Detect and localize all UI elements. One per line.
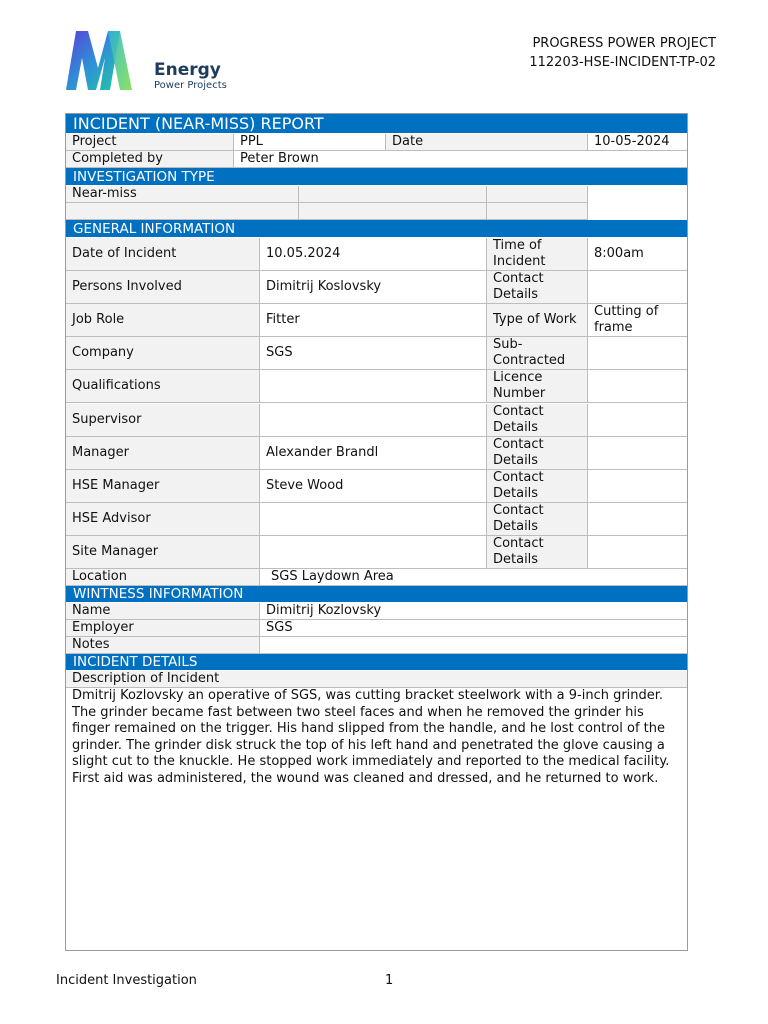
- general-row-value: Steve Wood: [260, 470, 487, 503]
- investigation-cell: [588, 203, 687, 220]
- general-row-label2: Contact Details: [487, 470, 588, 503]
- general-row-label: Persons Involved: [66, 271, 260, 304]
- witness-name-row: [66, 603, 687, 620]
- general-row-value2: [588, 337, 687, 370]
- general-info-row: [66, 370, 687, 403]
- general-row-label2: Time of Incident: [487, 238, 588, 271]
- general-row-value2: [588, 437, 687, 470]
- general-row-value2: [588, 503, 687, 536]
- general-row-label2: Contact Details: [487, 404, 588, 437]
- investigation-type-value: Near-miss: [66, 186, 299, 203]
- general-row-value: Alexander Brandl: [260, 437, 487, 470]
- witness-name-label: Name: [66, 603, 260, 620]
- location-value: SGS Laydown Area: [260, 569, 687, 586]
- general-row-value2: [588, 404, 687, 437]
- investigation-heading: INVESTIGATION TYPE: [66, 168, 687, 186]
- general-row-label2: Contact Details: [487, 437, 588, 470]
- investigation-row: [66, 203, 687, 220]
- page-number: 1: [385, 973, 394, 988]
- general-row-label: HSE Manager: [66, 470, 260, 503]
- general-row-value: SGS: [260, 337, 487, 370]
- logo-mark-icon: [60, 28, 144, 92]
- completed-label: Completed by: [66, 151, 234, 168]
- investigation-cell: [588, 186, 687, 203]
- general-row-value2: [588, 536, 687, 569]
- general-row-label: Date of Incident: [66, 238, 260, 271]
- general-row-label: Supervisor: [66, 404, 260, 437]
- report-title: INCIDENT (NEAR-MISS) REPORT: [66, 114, 687, 134]
- project-value: PPL: [234, 134, 386, 151]
- general-row-value: [260, 503, 487, 536]
- witness-employer-value: SGS: [260, 620, 687, 637]
- investigation-row: [66, 186, 687, 203]
- investigation-cell: [299, 186, 487, 203]
- report-form: [65, 113, 688, 951]
- investigation-cell: [66, 203, 299, 220]
- witness-notes-row: [66, 637, 687, 654]
- general-heading: GENERAL INFORMATION: [66, 220, 687, 238]
- document-header: [529, 34, 716, 72]
- investigation-cell: [487, 186, 588, 203]
- general-row-value: [260, 536, 487, 569]
- incident-description: Dmitrij Kozlovsky an operative of SGS, was cutting bracket steelwork with a 9-inch grinder. The grinder became fast between two steel faces and when he removed the grinder his finger remained on the trigger. His hand slipped from the handle, and he lost control of the grinder. The grinder disk struck the top of his left hand and penetrated the glove causing a slight cut to the knuckle. He stopped work immediately and reported to the medical facility. First aid was administered, the wound was cleaned and dressed, and he returned to work.: [72, 688, 670, 786]
- general-row-value: [260, 404, 487, 437]
- project-label: Project: [66, 134, 234, 151]
- witness-name-value: Dimitrij Kozlovsky: [260, 603, 687, 620]
- general-row-value2: Cutting of frame: [588, 304, 687, 337]
- location-label: Location: [66, 569, 260, 586]
- general-row-label2: Type of Work: [487, 304, 588, 337]
- general-row-label: Company: [66, 337, 260, 370]
- general-row-value: [260, 370, 487, 403]
- logo-wordmark: Energy: [154, 60, 221, 80]
- witness-notes-value: [260, 637, 687, 654]
- description-label: Description of Incident: [66, 671, 687, 688]
- general-row-label: Qualifications: [66, 370, 260, 403]
- general-row-label: Site Manager: [66, 536, 260, 569]
- date-label: Date: [386, 134, 588, 151]
- general-row-value2: 8:00am: [588, 238, 687, 271]
- document-code: 112203-HSE-INCIDENT-TP-02: [529, 55, 716, 70]
- general-row-label2: Sub-Contracted: [487, 337, 588, 370]
- investigation-cell: [299, 203, 487, 220]
- general-row-value2: [588, 370, 687, 403]
- general-info-row: [66, 470, 687, 503]
- general-row-value: 10.05.2024: [260, 238, 487, 271]
- general-row-value2: [588, 470, 687, 503]
- footer-title: Incident Investigation: [56, 973, 197, 988]
- general-row-label2: Contact Details: [487, 503, 588, 536]
- general-row-label2: Contact Details: [487, 271, 588, 304]
- general-row-label: HSE Advisor: [66, 503, 260, 536]
- general-info-row: [66, 503, 687, 536]
- general-info-row: [66, 304, 687, 337]
- investigation-cell: [487, 203, 588, 220]
- logo-tagline: Power Projects: [154, 80, 227, 91]
- general-row-value: Fitter: [260, 304, 487, 337]
- witness-employer-row: [66, 620, 687, 637]
- company-logo: [60, 28, 260, 98]
- witness-notes-label: Notes: [66, 637, 260, 654]
- general-info-row: [66, 238, 687, 271]
- project-name: PROGRESS POWER PROJECT: [532, 36, 716, 51]
- project-row: [66, 134, 687, 151]
- witness-employer-label: Employer: [66, 620, 260, 637]
- description-label-row: [66, 671, 687, 688]
- general-row-label: Job Role: [66, 304, 260, 337]
- general-info-row: [66, 271, 687, 304]
- witness-heading: WINTNESS INFORMATION: [66, 586, 687, 603]
- completed-value: Peter Brown: [234, 151, 687, 168]
- general-row-label2: Licence Number: [487, 370, 588, 403]
- general-row-label2: Contact Details: [487, 536, 588, 569]
- general-info-row: [66, 404, 687, 437]
- general-info-row: [66, 536, 687, 569]
- general-info-row: [66, 437, 687, 470]
- date-value: 10-05-2024: [588, 134, 687, 151]
- general-row-value: Dimitrij Koslovsky: [260, 271, 487, 304]
- general-row-label: Manager: [66, 437, 260, 470]
- general-row-value2: [588, 271, 687, 304]
- location-row: [66, 569, 687, 586]
- general-info-row: [66, 337, 687, 370]
- completed-row: [66, 151, 687, 168]
- incident-details-heading: INCIDENT DETAILS: [66, 654, 687, 671]
